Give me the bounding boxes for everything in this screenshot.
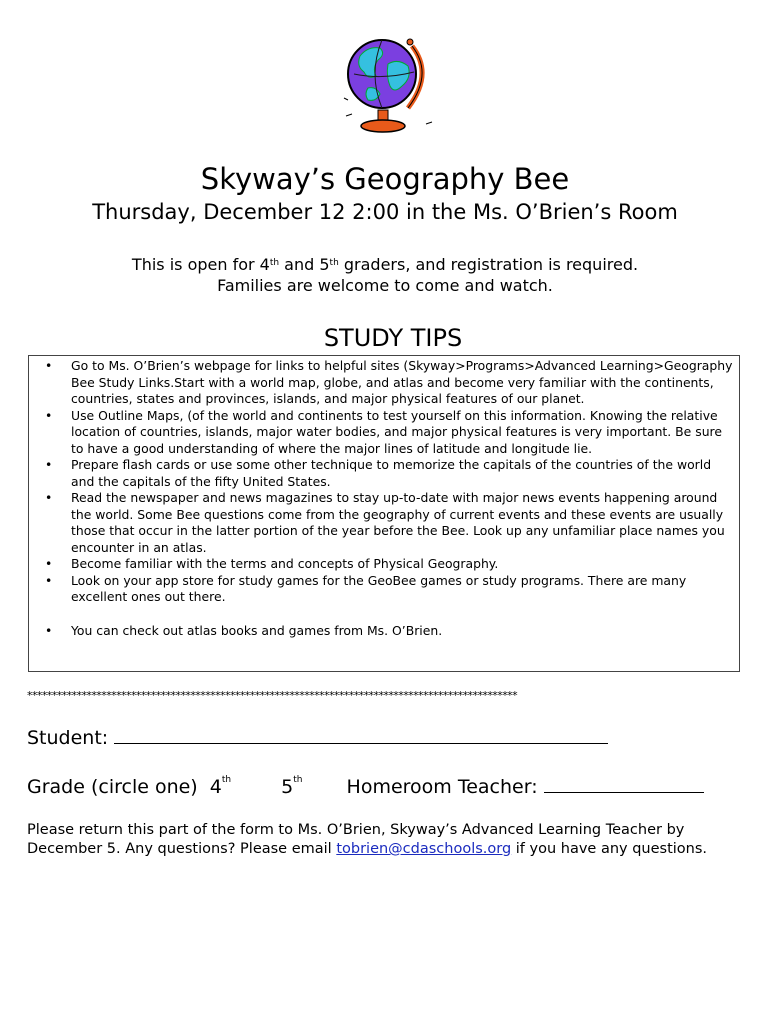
email-link[interactable]: tobrien@cdaschools.org <box>336 841 512 857</box>
list-item: • You can check out atlas books and games from Ms. O’Brien. <box>29 623 736 640</box>
list-item: • Use Outline Maps, (of the world and continents to test yourself on this information. Knowing the relative location of countries, islands, major water bodies, and major physical features is very important. Be sure to have a good understanding of where the major lines of latitude and longitude lie. <box>29 408 736 458</box>
homeroom-teacher-field[interactable] <box>544 791 704 793</box>
homeroom-teacher-label: Homeroom Teacher: <box>346 776 538 798</box>
student-line <box>27 727 608 749</box>
globe-icon <box>338 28 434 136</box>
list-item: • Look on your app store for study games for the GeoBee games or study programs. There are many excellent ones out there. <box>29 573 736 606</box>
grade-label: Grade (circle one) <box>27 776 198 798</box>
list-item: • Prepare flash cards or use some other technique to memorize the capitals of the countries of the world and the capitals of the fifty United States. <box>29 457 736 490</box>
return-instructions: Please return this part of the form to Ms. O’Brien, Skyway’s Advanced Learning Teacher by December 5. Any questions? Please email tobrien@cdaschools.org if you have any questions. <box>27 822 708 857</box>
grade-option-4[interactable]: 4th <box>209 775 232 798</box>
list-item: • Read the newspaper and news magazines to stay up-to-date with major news events happening around the world. Some Bee questions come from the geography of current events and these events are usually those that occur in the latter portion of the year before the Bee. Look up any unfamiliar place names you encounter in an atlas. <box>29 490 736 556</box>
study-tips-heading: STUDY TIPS <box>323 324 463 352</box>
grade-line <box>27 776 704 798</box>
list-item: • Become familiar with the terms and concepts of Physical Geography. <box>29 556 736 573</box>
study-tips-list <box>29 358 736 639</box>
list-item: • Go to Ms. O’Brien’s webpage for links to helpful sites (Skyway>Programs>Advanced Learning>Geography Bee Study Links.Start with a world map, globe, and atlas and become very familiar with the continents, countries, states and provinces, islands, and major physical features of our planet. <box>29 358 736 408</box>
intro-text: This is open for 4th and 5th graders, and registration is required. Families are welcome to come and watch. <box>131 255 639 295</box>
event-subtitle: Thursday, December 12 2:00 in the Ms. O’Brien’s Room <box>92 200 678 224</box>
study-tips-box <box>28 355 740 672</box>
separator: *************************************************************************************************** <box>27 689 518 702</box>
student-name-field[interactable] <box>114 742 608 744</box>
page-title: Skyway’s Geography Bee <box>200 162 570 196</box>
grade-option-5[interactable]: 5th <box>281 775 303 798</box>
student-label: Student: <box>27 727 109 749</box>
